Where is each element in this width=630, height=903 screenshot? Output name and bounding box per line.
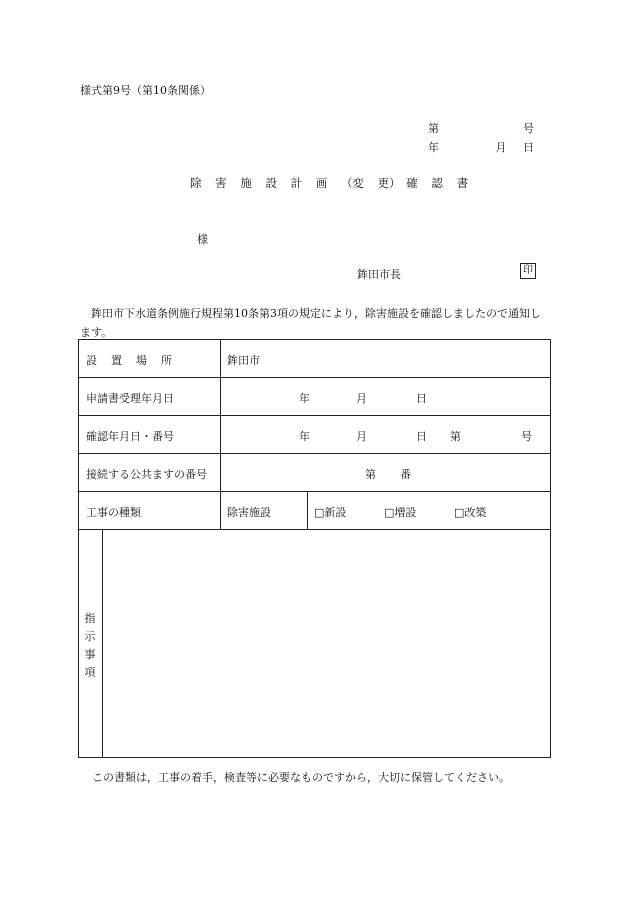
- table-row-work-type: [79, 492, 550, 530]
- title-char: 害: [215, 176, 227, 190]
- title-char: 施: [240, 176, 252, 190]
- work-option-new[interactable]: □新設: [314, 506, 347, 519]
- title-char: 確: [406, 176, 418, 190]
- work-option-expand[interactable]: □増設: [384, 506, 417, 519]
- basin-prefix: 第: [365, 468, 376, 481]
- document-date-line: [428, 139, 534, 155]
- confirmation-no-suffix: 号: [521, 430, 532, 443]
- notes-area[interactable]: [105, 532, 548, 755]
- seal-box: 印: [520, 263, 536, 279]
- confirmation-year: 年: [299, 430, 310, 443]
- application-date-day: 日: [416, 392, 427, 405]
- title-char: 除: [190, 176, 202, 190]
- table-row-basin: [79, 454, 550, 492]
- basin-suffix: 番: [400, 468, 411, 481]
- application-date-month: 月: [356, 392, 367, 405]
- work-option-renovate[interactable]: □改築: [454, 506, 487, 519]
- application-date-year: 年: [299, 392, 310, 405]
- confirmation-no-prefix: 第: [450, 430, 461, 443]
- table-row-application-date: [79, 378, 550, 416]
- addressee-suffix: 様: [197, 233, 208, 246]
- title-char: 書: [456, 176, 469, 190]
- title-char: 画: [315, 176, 328, 190]
- title-char: 設: [265, 176, 277, 190]
- doc-date-day: 日: [523, 141, 534, 154]
- title-char: 計: [290, 176, 303, 190]
- doc-no-prefix: 第: [428, 122, 439, 135]
- location-label: 設 置 場 所: [86, 354, 172, 367]
- footer-note: この書類は，工事の着手，検査等に必要なものですから，大切に保管してください。: [92, 771, 510, 784]
- form-number: 様式第9号（第10条関係）: [80, 84, 211, 97]
- doc-date-year: 年: [428, 141, 439, 154]
- doc-no-suffix: 号: [523, 122, 534, 135]
- work-facility: 除害施設: [227, 506, 271, 519]
- confirmation-day: 日: [416, 430, 427, 443]
- basin-label: 接続する公共ますの番号: [86, 468, 207, 481]
- title-char: 認: [431, 176, 443, 190]
- table-row-notes: [79, 530, 550, 757]
- confirmation-month: 月: [356, 430, 367, 443]
- document-title: [190, 175, 478, 191]
- title-char: 更）: [377, 176, 401, 190]
- location-value: 鉾田市: [227, 354, 260, 367]
- table-row-confirmation: [79, 416, 550, 454]
- issuer-name: 鉾田市長: [357, 268, 401, 281]
- document-number-line: [428, 120, 534, 136]
- confirmation-table: [78, 339, 551, 758]
- notes-label: 指 示 事 項: [84, 612, 96, 679]
- doc-date-month: 月: [495, 141, 507, 154]
- confirmation-label: 確認年月日・番号: [86, 430, 174, 443]
- body-text: 鉾田市下水道条例施行規程第10条第3項の規定により，除害施設を確認しましたので通知します。: [80, 307, 541, 339]
- application-date-label: 申請書受理年月日: [86, 392, 174, 405]
- table-row-location: [79, 340, 550, 378]
- title-char: （変: [340, 176, 364, 190]
- work-type-label: 工事の種類: [86, 506, 141, 519]
